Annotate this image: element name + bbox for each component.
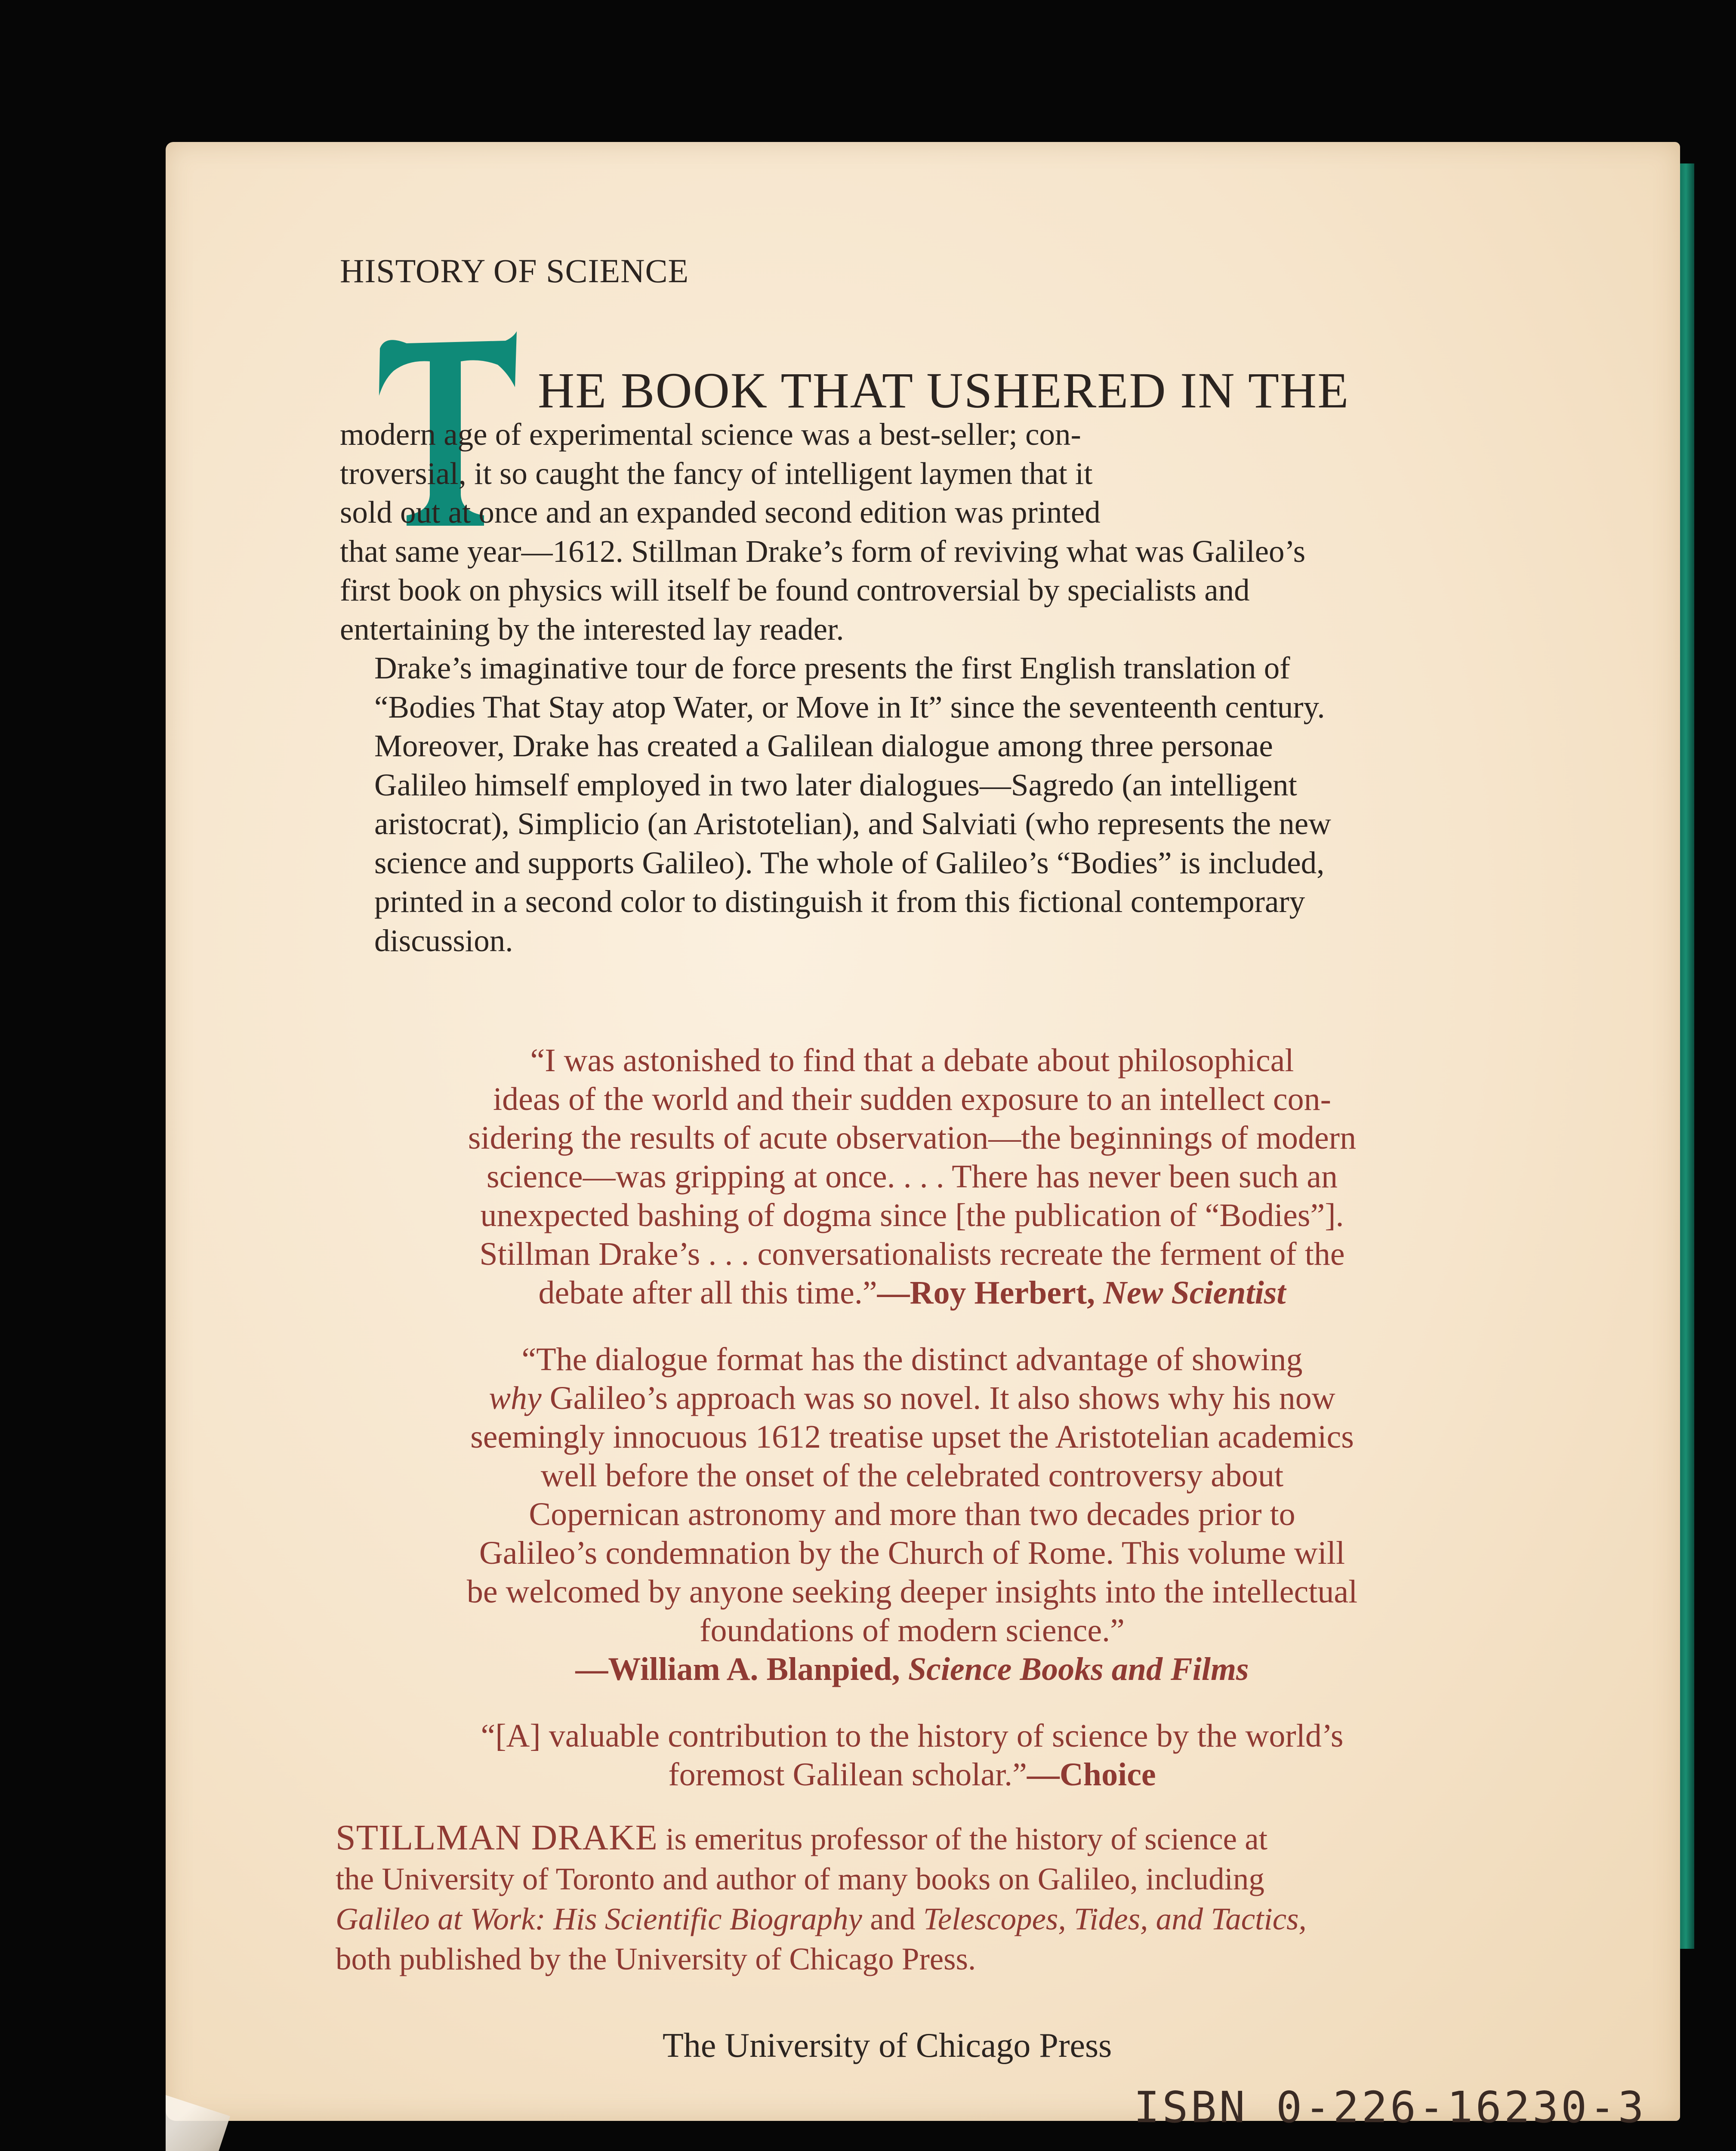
publisher-name: The University of Chicago Press	[663, 2027, 1112, 2065]
description-line: that same year—1612. Stillman Drake’s form of reviving what was Galileo’s	[340, 533, 1306, 569]
description-line: printed in a second color to distinguish it from this fictional contemporary	[374, 884, 1305, 919]
quote-line: be welcomed by anyone seeking deeper insights into the intellectual	[466, 1574, 1358, 1610]
description-line: sold out at once and an expanded second edition was printed	[340, 495, 1101, 530]
description-line: Moreover, Drake has created a Galilean dialogue among three personae	[374, 728, 1273, 763]
quote-line: “I was astonished to find that a debate about philosophical	[530, 1042, 1294, 1079]
quote-text: Galileo’s approach was so novel. It also shows why his now	[541, 1380, 1335, 1416]
quote-text: foremost Galilean scholar.”	[668, 1757, 1027, 1793]
bio-line: the University of Toronto and author of many books on Galileo, including	[336, 1861, 1264, 1896]
quote-line: seemingly innocuous 1612 treatise upset the Aristotelian academics	[470, 1419, 1354, 1455]
attribution-source: New Scientist	[1103, 1275, 1286, 1311]
quote-line	[340, 1273, 1484, 1312]
book-title: Telescopes, Tides, and Tactics,	[923, 1901, 1307, 1936]
description-paragraph-2	[340, 649, 1484, 960]
isbn-number: ISBN 0-226-16230-3	[1134, 2082, 1647, 2133]
bio-line	[336, 1899, 1480, 1939]
description-line: “Bodies That Stay atop Water, or Move in It” since the seventeenth century.	[374, 689, 1325, 724]
review-quote-new-scientist	[340, 1041, 1484, 1312]
quote-line: sidering the results of acute observation—the beginnings of modern	[468, 1120, 1357, 1156]
quote-line: Copernican astronomy and more than two decades prior to	[529, 1496, 1295, 1532]
quote-emphasis: why	[489, 1380, 542, 1416]
category-label: HISTORY OF SCIENCE	[340, 252, 689, 290]
description	[340, 415, 1484, 960]
description-line: discussion.	[374, 923, 513, 958]
description-line: aristocrat), Simplicio (an Aristotelian), and Salviati (who represents the new	[374, 806, 1331, 841]
quote-line: well before the onset of the celebrated controversy about	[540, 1458, 1284, 1494]
quote-attribution	[877, 1275, 1286, 1311]
quote-line: science—was gripping at once. . . . There has never been such an	[486, 1159, 1338, 1195]
quote-attribution: —Choice	[1027, 1757, 1156, 1793]
quote-line: “The dialogue format has the distinct advantage of showing	[521, 1341, 1303, 1378]
quote-line	[340, 1755, 1484, 1794]
bio-line: both published by the University of Chicago Press.	[336, 1941, 976, 1976]
quote-line: ideas of the world and their sudden exposure to an intellect con-	[493, 1081, 1331, 1117]
quote-line: Galileo’s condemnation by the Church of Rome. This volume will	[479, 1535, 1345, 1571]
bio-line	[336, 1818, 1480, 1859]
attribution-author: —Roy Herbert,	[877, 1275, 1104, 1311]
description-line: entertaining by the interested lay reader.	[340, 611, 844, 647]
quote-attribution	[340, 1650, 1484, 1689]
description-line: Galileo himself employed in two later dialogues—Sagredo (an intelligent	[374, 767, 1297, 802]
quote-line	[340, 1379, 1484, 1418]
attribution-source: Science Books and Films	[908, 1651, 1249, 1687]
quote-line: “[A] valuable contribution to the history of science by the world’s	[481, 1718, 1344, 1754]
description-line: troversial, it so caught the fancy of intelligent laymen that it	[340, 456, 1093, 491]
review-quote-choice	[340, 1716, 1484, 1794]
description-line: first book on physics will itself be found controversial by specialists and	[340, 573, 1250, 607]
book-title: Galileo at Work: His Scientific Biography	[336, 1901, 862, 1936]
description-line: science and supports Galileo). The whole of Galileo’s “Bodies” is included,	[374, 845, 1325, 880]
author-name: STILLMAN DRAKE	[336, 1818, 658, 1858]
bio-text: and	[862, 1901, 923, 1936]
headline: HE BOOK THAT USHERED IN THE	[538, 362, 1350, 419]
review-quote-science-books	[340, 1340, 1484, 1689]
quote-line: Stillman Drake’s . . . conversationalists recreate the ferment of the	[479, 1236, 1345, 1272]
bio-text: is emeritus professor of the history of science at	[657, 1821, 1267, 1856]
quote-text: debate after all this time.”	[538, 1275, 877, 1311]
description-paragraph-1	[340, 415, 1484, 649]
attribution-author: —William A. Blanpied,	[575, 1651, 908, 1687]
description-line: modern age of experimental science was a best-seller; con-	[340, 417, 1081, 452]
author-bio	[336, 1818, 1480, 1979]
quote-line: foundations of modern science.”	[700, 1612, 1125, 1649]
quote-line: unexpected bashing of dogma since [the publication of “Bodies”].	[480, 1197, 1344, 1233]
description-line: Drake’s imaginative tour de force presents the first English translation of	[374, 650, 1290, 685]
